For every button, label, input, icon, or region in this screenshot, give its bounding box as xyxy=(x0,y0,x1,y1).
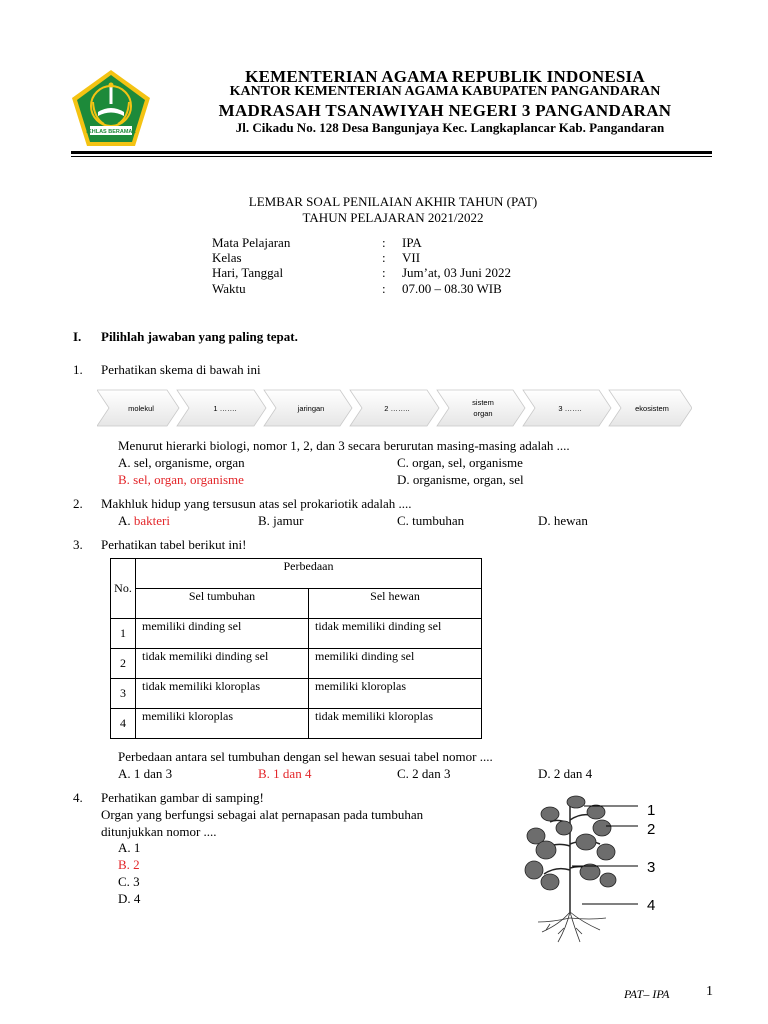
meta-key: Mata Pelajaran xyxy=(212,235,291,250)
document-year: TAHUN PELAJARAN 2021/2022 xyxy=(302,210,484,225)
q3-question: Perbedaan antara sel tumbuhan dengan sel hewan sesuai tabel nomor .... xyxy=(118,749,493,764)
q4-option-c[interactable]: C. 3 xyxy=(118,874,140,889)
meta-value: Jum’at, 03 Juni 2022 xyxy=(402,265,512,280)
q1-prompt: Perhatikan skema di bawah ini xyxy=(101,362,261,377)
hierarchy-flow-diagram xyxy=(97,388,692,430)
meta-value: 07.00 – 08.30 WIB xyxy=(402,281,502,296)
row-no: 1 xyxy=(111,619,136,649)
section-number: I. xyxy=(73,329,82,344)
q1-option-b[interactable]: B. sel, organ, organisme xyxy=(118,472,244,487)
row-plant: memiliki dinding sel xyxy=(136,619,309,649)
q1-option-a[interactable]: A. sel, organisme, organ xyxy=(118,455,245,470)
row-no: 4 xyxy=(111,709,136,739)
plant-label-1: 1 xyxy=(647,802,656,819)
table-row xyxy=(111,679,482,709)
meta-value: VII xyxy=(402,250,421,265)
table-row xyxy=(111,649,482,679)
ministry-logo xyxy=(70,68,152,150)
flow-step-sistem: sistem xyxy=(472,398,494,407)
meta-value: IPA xyxy=(402,235,422,250)
row-animal: memiliki kloroplas xyxy=(309,679,482,709)
flow-step-ekosistem: ekosistem xyxy=(635,404,669,413)
q2-number: 2. xyxy=(73,496,83,511)
q3-option-c[interactable]: C. 2 dan 3 xyxy=(397,766,451,781)
q4-number: 4. xyxy=(73,790,83,805)
q2-option-c[interactable]: C. tumbuhan xyxy=(397,513,465,528)
header-plant-cell: Sel tumbuhan xyxy=(136,589,309,619)
document-title: LEMBAR SOAL PENILAIAN AKHIR TAHUN (PAT) xyxy=(248,194,538,209)
q2-option-b[interactable]: B. jamur xyxy=(258,513,304,528)
q3-option-d[interactable]: D. 2 dan 4 xyxy=(538,766,593,781)
q4-prompt: Perhatikan gambar di samping! xyxy=(101,790,264,805)
header-office: KANTOR KEMENTERIAN AGAMA KABUPATEN PANGANDARAN xyxy=(229,84,661,99)
meta-colon: : xyxy=(382,265,386,280)
q3-number: 3. xyxy=(73,537,83,552)
meta-colon: : xyxy=(382,281,386,296)
plant-label-4: 4 xyxy=(647,897,656,914)
plant-illustration xyxy=(520,794,690,946)
q1-number: 1. xyxy=(73,362,83,377)
q1-option-d[interactable]: D. organisme, organ, sel xyxy=(397,472,524,487)
row-animal: tidak memiliki kloroplas xyxy=(309,709,482,739)
q3-option-b[interactable]: B. 1 dan 4 xyxy=(258,766,312,781)
section-instruction: Pilihlah jawaban yang paling tepat. xyxy=(101,329,298,344)
meta-key: Hari, Tanggal xyxy=(212,265,284,280)
row-plant: memiliki kloroplas xyxy=(136,709,309,739)
header-rule-thick xyxy=(71,151,712,154)
header-address: Jl. Cikadu No. 128 Desa Bangunjaya Kec. Langkaplancar Kab. Pangandaran xyxy=(235,120,665,135)
q4-option-a[interactable]: A. 1 xyxy=(118,840,141,855)
plant-label-2: 2 xyxy=(647,821,656,838)
row-plant: tidak memiliki dinding sel xyxy=(136,649,309,679)
header-school: MADRASAH TSANAWIYAH NEGERI 3 PANGANDARAN xyxy=(218,101,672,120)
page-number: 1 xyxy=(706,984,713,999)
header-rule-thin xyxy=(71,156,712,157)
q2-option-a-prefix: A. xyxy=(118,513,134,528)
q2-prompt: Makhluk hidup yang tersusun atas sel prokariotik adalah .... xyxy=(101,496,412,511)
q2-option-a-text: bakteri xyxy=(133,513,170,528)
plant-label-3: 3 xyxy=(647,859,656,876)
header-animal-cell: Sel hewan xyxy=(309,589,482,619)
flow-step-molekul: molekul xyxy=(128,404,154,413)
q2-option-d[interactable]: D. hewan xyxy=(538,513,588,528)
table-row xyxy=(111,709,482,739)
table-header-row xyxy=(111,559,482,589)
flow-step-organ: organ xyxy=(473,409,493,418)
q4-question-line2: ditunjukkan nomor .... xyxy=(101,824,217,839)
footer-label: PAT– IPA xyxy=(624,987,670,1001)
row-animal: memiliki dinding sel xyxy=(309,649,482,679)
flow-step-blank-2: 2 …….. xyxy=(384,404,410,413)
q4-question-line1: Organ yang berfungsi sebagai alat pernapasan pada tumbuhan xyxy=(101,807,424,822)
flow-step-blank-1: 1 ……. xyxy=(213,404,237,413)
row-plant: tidak memiliki kloroplas xyxy=(136,679,309,709)
table-row xyxy=(111,619,482,649)
header-perbedaan: Perbedaan xyxy=(136,559,482,589)
q1-option-c[interactable]: C. organ, sel, organisme xyxy=(397,455,523,470)
flow-step-shape xyxy=(437,390,525,426)
row-no: 2 xyxy=(111,649,136,679)
row-animal: tidak memiliki dinding sel xyxy=(309,619,482,649)
meta-colon: : xyxy=(382,235,386,250)
meta-key: Kelas xyxy=(212,250,242,265)
row-no: 3 xyxy=(111,679,136,709)
q4-option-d[interactable]: D. 4 xyxy=(118,891,141,906)
table-subheader-row xyxy=(111,589,482,619)
meta-key: Waktu xyxy=(212,281,246,296)
flow-step-jaringan: jaringan xyxy=(297,404,325,413)
meta-colon: : xyxy=(382,250,386,265)
header-ministry: KEMENTERIAN AGAMA REPUBLIK INDONESIA xyxy=(245,67,645,86)
q2-option-a[interactable] xyxy=(118,513,170,529)
q3-option-a[interactable]: A. 1 dan 3 xyxy=(118,766,173,781)
header-no: No. xyxy=(111,559,136,619)
logo-motto: IKHLAS BERAMAL xyxy=(86,129,136,135)
q3-prompt: Perhatikan tabel berikut ini! xyxy=(101,537,247,552)
flow-step-blank-3: 3 ……. xyxy=(558,404,582,413)
comparison-table xyxy=(110,558,482,739)
q1-question: Menurut hierarki biologi, nomor 1, 2, dan 3 secara berurutan masing-masing adalah .... xyxy=(118,438,570,453)
q4-option-b[interactable]: B. 2 xyxy=(118,857,140,872)
